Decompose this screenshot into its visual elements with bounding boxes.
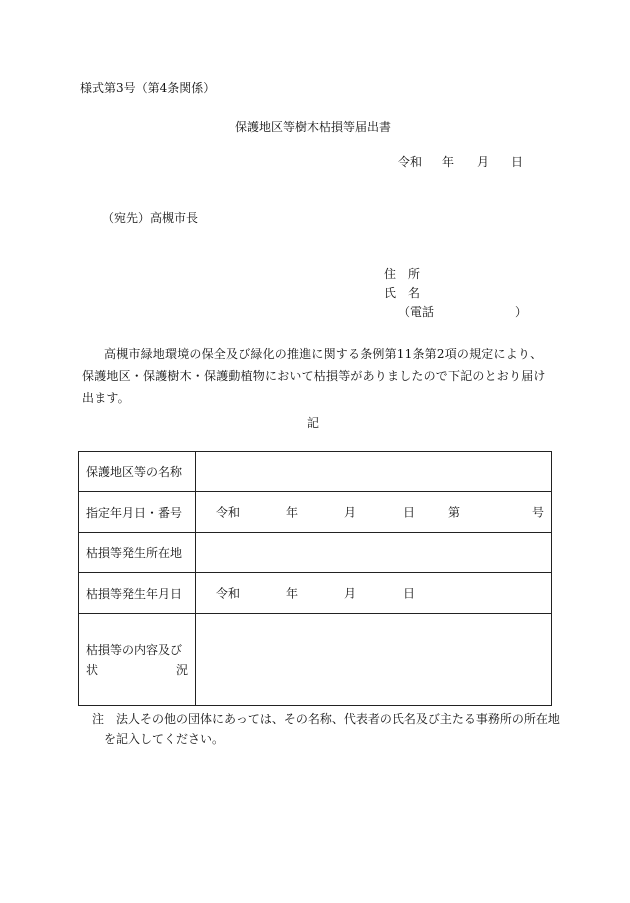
designation-era: 令和	[216, 505, 241, 520]
occurrence-date-field[interactable]	[196, 573, 552, 614]
site-name-field[interactable]	[196, 452, 552, 492]
date-day: 日	[511, 155, 524, 169]
row-label-location: 枯損等発生所在地	[79, 533, 196, 573]
details-label-jo: 状	[86, 662, 99, 677]
body-paragraph: 高槻市緑地環境の保全及び緑化の推進に関する条例第11条第2項の規定により、保護地区・保護樹木・保護動植物において枯損等がありましたので下記のとおり届け出ます。	[82, 347, 546, 405]
address-label: 住 所	[384, 267, 421, 281]
row-label-site-name: 保護地区等の名称	[79, 452, 196, 492]
details-label-kyo: 況	[175, 662, 188, 677]
date-era: 令和	[398, 155, 423, 169]
table-row	[79, 573, 552, 614]
occurrence-month: 月	[344, 586, 357, 601]
occurrence-year: 年	[286, 586, 299, 601]
table-row	[79, 533, 552, 573]
document-title: 保護地区等樹木枯損等届出書	[235, 120, 392, 134]
designation-field[interactable]	[196, 492, 552, 533]
occurrence-day: 日	[403, 586, 416, 601]
date-month: 月	[477, 155, 490, 169]
name-label: 氏 名	[384, 286, 421, 300]
table-row	[79, 614, 552, 706]
date-year: 年	[442, 155, 455, 169]
location-field[interactable]	[196, 533, 552, 573]
details-label-line2	[86, 660, 188, 680]
designation-day: 日	[403, 505, 416, 520]
note-line-2: を記入してください。	[104, 732, 225, 746]
ki-mark: 記	[307, 416, 320, 430]
row-label-designation: 指定年月日・番号	[79, 492, 196, 533]
designation-year: 年	[286, 505, 299, 520]
row-label-occurrence-date: 枯損等発生年月日	[79, 573, 196, 614]
table-row	[79, 492, 552, 533]
phone-open: （電話	[398, 305, 435, 319]
details-label-line1: 枯損等の内容及び	[86, 642, 183, 657]
table-row	[79, 452, 552, 492]
row-label-details	[79, 614, 196, 706]
note	[92, 709, 562, 749]
occurrence-era: 令和	[216, 586, 241, 601]
details-field[interactable]	[196, 614, 552, 706]
form-number: 様式第3号（第4条関係）	[80, 81, 216, 95]
designation-dai: 第	[448, 505, 461, 520]
addressee: （宛先）高槻市長	[102, 211, 199, 225]
designation-go: 号	[532, 505, 545, 520]
phone-close: ）	[515, 305, 528, 319]
report-table	[78, 451, 552, 706]
designation-month: 月	[344, 505, 357, 520]
note-line-1: 注 法人その他の団体にあっては、その名称、代表者の氏名及び主たる事務所の所在地	[92, 712, 560, 726]
